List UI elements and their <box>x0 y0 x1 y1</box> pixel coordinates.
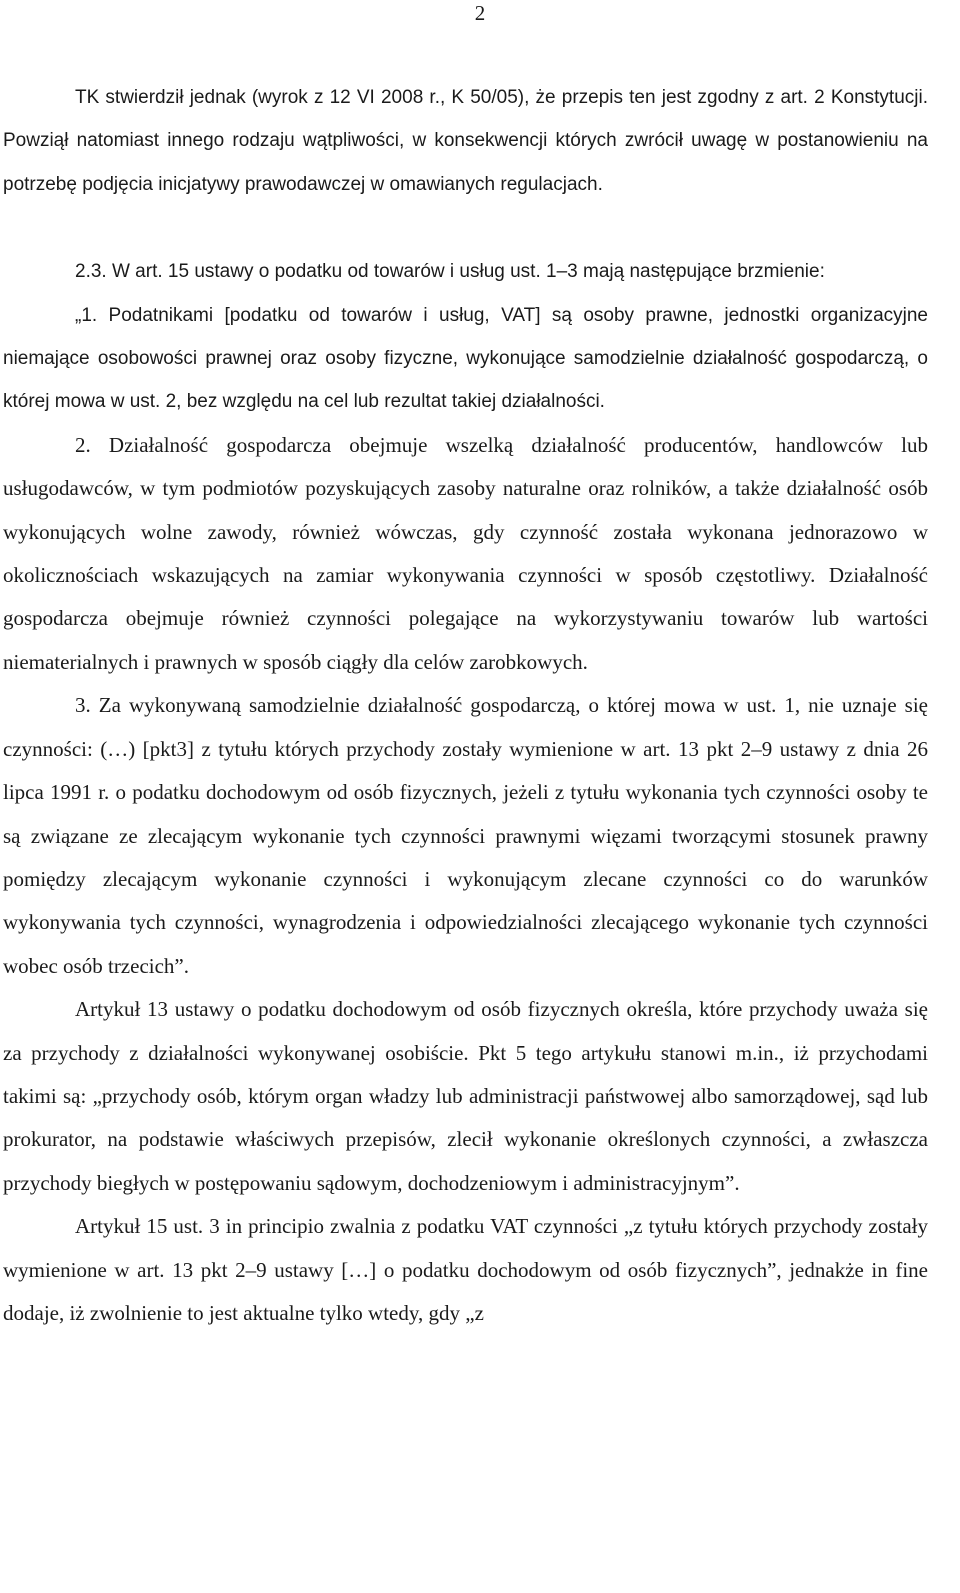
paragraph-tk-ruling: TK stwierdził jednak (wyrok z 12 VI 2008 r., K 50/05), że przepis ten jest zgodny z art. 2 Konstytucji. Powziął natomiast innego rodzaju wątpliwości, w konsekwencji których zwrócił uwagę w postanowieniu na potrzebę podjęcia inicjatywy prawodawczej w omawianych regulacjach. <box>3 87 928 195</box>
paragraph-art13-commentary: Artykuł 13 ustawy o podatku dochodowym od osób fizycznych określa, które przychody uważa się za przychody z działalności wykonywanej osobiście. Pkt 5 tego artykułu stanowi m.in., iż przychodami takimi są: „przychody osób, którym organ władzy lub administracji państwowej albo samorządowej, sąd lub prokurator, na podstawie właściwych przepisów, zlecił wykonanie określonych czynności, a zwłaszcza przychody biegłych w postępowaniu sądowym, dochodzeniowym i administracyjnym”. <box>3 997 928 1195</box>
paragraph-quote-point-3: 3. Za wykonywaną samodzielnie działalność gospodarczą, o której mowa w ust. 1, nie uznaje się czynności: (…) [pkt3] z tytułu których przychody zostały wymienione w art. 13 pkt 2–9 ustawy z dnia 26 lipca 1991 r. o podatku dochodowym od osób fizycznych, jeżeli z tytułu wykonania tych czynności osoby te są związane ze zlecającym wykonanie tych czynności prawnymi więzami tworzącymi stosunek prawny pomiędzy zlecającym wykonanie czynności i wykonującym zlecane czynności co do warunków wykonywania tych czynności, wynagrodzenia i odpowiedzialności zlecającego wykonanie tych czynności wobec osób trzecich”. <box>3 693 928 978</box>
paragraph-art15-commentary: Artykuł 15 ust. 3 in principio zwalnia z podatku VAT czynności „z tytułu których przychody zostały wymienione w art. 13 pkt 2–9 ustawy […] o podatku dochodowym od osób fizycznych”, jednakże in fine dodaje, iż zwolnienie to jest aktualne tylko wtedy, gdy „z <box>3 1214 928 1325</box>
page-number: 2 <box>474 1 486 25</box>
document-body <box>3 76 928 1335</box>
paragraph-art15-intro: 2.3. W art. 15 ustawy o podatku od towarów i usług ust. 1–3 mają następujące brzmienie: <box>75 261 825 283</box>
paragraph-quote-point-1: „1. Podatnikami [podatku od towarów i usług, VAT] są osoby prawne, jednostki organizacyjne niemające osobowości prawnej oraz osoby fizyczne, wykonujące samodzielnie działalność gospodarczą, o której mowa w ust. 2, bez względu na cel lub rezultat takiej działalności. <box>3 304 928 413</box>
paragraph-quote-point-2: 2. Działalność gospodarcza obejmuje wszelką działalność producentów, handlowców lub usługodawców, w tym podmiotów pozyskujących zasoby naturalne oraz rolników, a także działalność osób wykonujących wolne zawody, również wówczas, gdy czynność została wykonana jednorazowo w okolicznościach wskazujących na zamiar wykonywania czynności w sposób częstotliwy. Działalność gospodarcza obejmuje również czynności polegające na wykorzystywaniu towarów lub wartości niematerialnych i prawnych w sposób ciągły dla celów zarobkowych. <box>3 432 928 674</box>
